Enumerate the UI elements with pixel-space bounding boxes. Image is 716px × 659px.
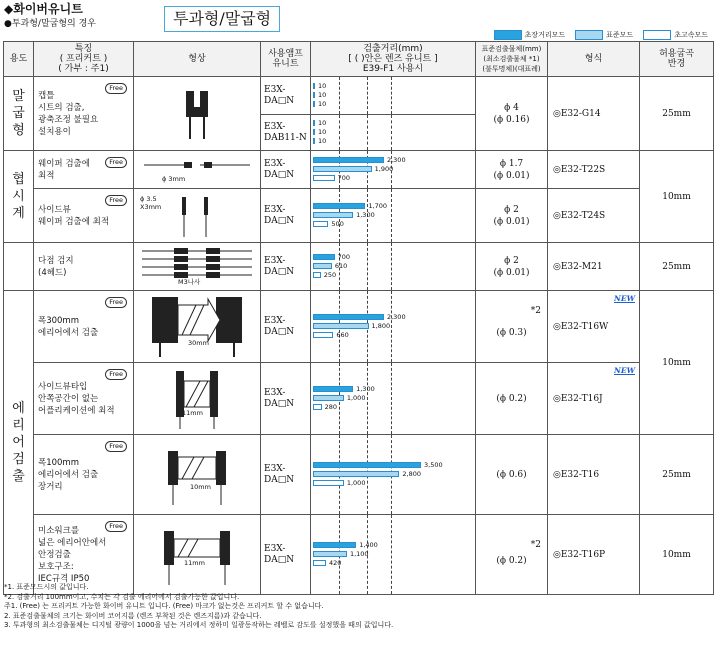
legend-swatch <box>643 30 671 40</box>
legend-label: 표준모드 <box>606 31 634 39</box>
unit-text: E3X- DAB11-N <box>264 121 307 143</box>
col-feature <box>34 42 134 77</box>
bend-cell: 25mm <box>640 77 714 151</box>
distance-bar <box>313 395 344 401</box>
bend-cell: 10mm <box>640 291 714 435</box>
detect-text: ϕ 1.7 (ϕ 0.01) <box>493 158 530 181</box>
model-text: ◎E32-T16W <box>553 321 609 332</box>
shape-label: 10mm <box>190 483 211 491</box>
distance-bars <box>311 115 475 150</box>
shape-cell <box>134 77 261 151</box>
grid-line <box>339 115 340 150</box>
grid-line <box>367 77 368 114</box>
col-min-detect <box>476 42 548 77</box>
group-text: 에 리 어 검 출 <box>12 401 25 484</box>
feature-cell <box>34 189 134 243</box>
distance-bar <box>313 92 315 98</box>
unit-cell <box>261 363 311 435</box>
distance-label: 1,700 <box>368 201 388 210</box>
model-cell: ◎E32-M21 <box>548 243 640 291</box>
shape-label: ϕ 3mm <box>162 175 186 183</box>
area-sensor-protected-icon <box>134 515 260 591</box>
distance-label: 500 <box>331 219 344 228</box>
legend <box>494 30 708 40</box>
bend-cell: 10mm <box>640 151 714 243</box>
distance-label: 280 <box>324 402 338 411</box>
distance-label: 10 <box>318 99 327 108</box>
distance-bar <box>313 157 384 163</box>
unit-cell <box>261 435 311 515</box>
col-unit-label: 사용앰프 유니트 <box>268 49 303 69</box>
section-title-box: 투과형/말굽형 <box>164 6 280 32</box>
distance-bar <box>313 386 353 392</box>
grid-line <box>391 189 392 242</box>
distance-cell <box>311 291 476 363</box>
detect-cell <box>476 189 548 243</box>
distance-bar <box>313 332 333 338</box>
table-row <box>4 151 714 189</box>
model-cell: ◎E32-G14 <box>548 77 640 151</box>
feature-cell <box>34 243 134 291</box>
grid-line <box>339 77 340 114</box>
bend-cell: 10mm <box>640 515 714 595</box>
free-badge: Free <box>105 369 127 380</box>
distance-bar <box>313 175 335 181</box>
distance-bar <box>313 272 321 278</box>
shape-cell <box>134 151 261 189</box>
distance-label: 1,000 <box>346 478 366 487</box>
new-badge: NEW <box>614 294 635 303</box>
distance-label: 1,300 <box>356 384 375 393</box>
grid-line <box>391 363 392 434</box>
distance-label: 420 <box>328 558 342 567</box>
table-row <box>4 291 714 363</box>
unit-text: E3X- DA□N <box>264 204 295 226</box>
legend-item-long <box>494 30 566 40</box>
area-sensor-100-icon <box>134 435 260 511</box>
feature-text: 미소워크를 넓은 에리어안에서 안정검출 보호구조: IEC규격 IP50 <box>38 525 107 584</box>
distance-cell <box>311 77 476 115</box>
model-cell <box>548 363 640 435</box>
table-row <box>4 189 714 243</box>
distance-bars <box>311 151 475 188</box>
distance-bar <box>313 551 347 557</box>
shape-label: ϕ 3.5 X3mm <box>140 195 162 211</box>
distance-label: 700 <box>337 252 351 261</box>
distance-cell <box>311 189 476 243</box>
distance-bar <box>313 203 365 209</box>
col-distance-label: 검출거리(mm) [ ( )안은 렌즈 유니트 ] E39-F1 사용시 <box>348 44 438 74</box>
group-text: 협 시 계 <box>12 172 25 221</box>
feature-cell <box>34 363 134 435</box>
distance-bar <box>313 166 372 172</box>
table-row <box>4 77 714 115</box>
detect-text: ϕ 4 (ϕ 0.16) <box>493 102 530 125</box>
new-badge: NEW <box>614 366 635 375</box>
col-bend-label: 허용굽곡 반경 <box>659 49 694 69</box>
shape-cell <box>134 435 261 515</box>
detect-text: (ϕ 0.2) <box>496 555 527 566</box>
feature-text: 캡틀 시트의 검출, 광축조정 불필요 설치용이 <box>38 90 99 137</box>
grid-line <box>391 77 392 114</box>
free-badge: Free <box>105 195 127 206</box>
distance-bar <box>313 83 315 89</box>
distance-label: 610 <box>334 261 348 270</box>
distance-bar <box>313 314 384 320</box>
distance-label: 10 <box>318 81 327 90</box>
distance-bars <box>311 363 475 434</box>
distance-label: 1,400 <box>359 540 378 549</box>
feature-text: 다점 검지 (4헤드) <box>38 255 74 278</box>
distance-bars <box>311 189 475 242</box>
col-use: 용도 <box>4 42 34 77</box>
grid-line <box>367 115 368 150</box>
distance-label: 1,800 <box>371 321 391 330</box>
distance-bars <box>311 77 475 114</box>
feature-text: 폭100mm 에리어에서 검출 장거리 <box>38 457 99 492</box>
unit-cell <box>261 151 311 189</box>
legend-swatch <box>494 30 522 40</box>
detect-cell <box>476 151 548 189</box>
table-row <box>4 363 714 435</box>
detect-cell: (ϕ 0.6) <box>476 435 548 515</box>
distance-label: 1,900 <box>374 164 394 173</box>
distance-bar <box>313 212 353 218</box>
unit-cell <box>261 243 311 291</box>
distance-bar <box>313 560 326 566</box>
distance-bar <box>313 462 421 468</box>
thru-beam-fiber-icon <box>134 151 260 185</box>
model-cell: ◎E32-T24S <box>548 189 640 243</box>
shape-cell <box>134 291 261 363</box>
distance-bar <box>313 221 328 227</box>
distance-label: 250 <box>323 270 337 279</box>
legend-item-fast <box>643 30 708 40</box>
horseshoe-sensor-icon <box>134 77 260 147</box>
col-min-detect-label: 표준검출물체(mm) (최소검출물체 *1) (불투명체)(대표례) <box>481 45 542 73</box>
distance-bars <box>311 291 475 362</box>
group-label-horseshoe <box>4 77 34 151</box>
detect-cell <box>476 243 548 291</box>
distance-bar <box>313 480 344 486</box>
footnote: 3. 투과형의 최소검출물체는 디지털 광량이 1000을 넘는 거리에서 정하미 일광동작하는 레벨로 감도를 설정했을 때의 값입니다. <box>4 621 394 629</box>
page-title: ◆화이버유니트 <box>4 2 83 16</box>
model-cell: ◎E32-T22S <box>548 151 640 189</box>
distance-label: 1,100 <box>349 549 369 558</box>
distance-label: 2,300 <box>386 312 406 321</box>
detect-text: ϕ 2 (ϕ 0.01) <box>493 204 530 227</box>
detect-text: ϕ 2 (ϕ 0.01) <box>493 255 530 278</box>
page-subtitle: ●투과형/말굽형의 경우 <box>4 19 96 29</box>
feature-cell <box>34 77 134 151</box>
unit-text: E3X- DA□N <box>264 84 295 106</box>
table-row <box>4 243 714 291</box>
col-bend <box>640 42 714 77</box>
legend-label: 초고속모드 <box>674 31 708 39</box>
shape-label: 30mm <box>188 339 209 347</box>
col-unit <box>261 42 311 77</box>
free-badge: Free <box>105 157 127 168</box>
distance-bars <box>311 243 475 290</box>
distance-cell <box>311 115 476 151</box>
group-label-empty <box>4 243 34 291</box>
free-badge: Free <box>105 521 127 532</box>
bend-cell: 25mm <box>640 243 714 291</box>
distance-bar <box>313 471 399 477</box>
distance-bar <box>313 129 315 135</box>
grid-line <box>367 243 368 290</box>
shape-label: 11mm <box>184 559 205 567</box>
free-badge: Free <box>105 83 127 94</box>
detect-cell: (ϕ 0.2) <box>476 363 548 435</box>
distance-label: 10 <box>318 118 327 127</box>
distance-label: 3,500 <box>424 460 443 469</box>
area-sensor-300-icon <box>134 291 260 359</box>
detect-text: (ϕ 0.3) <box>496 327 527 338</box>
distance-bar <box>313 138 315 144</box>
model-cell <box>548 291 640 363</box>
unit-cell <box>261 115 311 151</box>
side-view-area-sensor-icon <box>134 363 260 431</box>
bend-cell: 25mm <box>640 435 714 515</box>
shape-cell <box>134 189 261 243</box>
distance-label: 10 <box>318 90 327 99</box>
footnote: 주1. (Free) 는 프리커트 가능한 화이버 유니트 입니다. (Free) 마크가 없는것은 프리커트 할 수 없습니다. <box>4 602 324 610</box>
shape-cell <box>134 363 261 435</box>
legend-swatch <box>575 30 603 40</box>
asterisk-note: *2 <box>530 306 541 316</box>
free-badge: Free <box>105 297 127 308</box>
feature-cell <box>34 435 134 515</box>
distance-bar <box>313 263 332 269</box>
distance-label: 10 <box>318 136 327 145</box>
model-cell: ◎E32-T16P <box>548 515 640 595</box>
feature-text: 폭300mm 에리어에서 검출 <box>38 315 99 338</box>
distance-label: 660 <box>336 330 349 339</box>
unit-text: E3X- DA□N <box>264 158 295 180</box>
unit-text: E3X- DA□N <box>264 255 295 277</box>
grid-line <box>367 363 368 434</box>
group-label-narrow <box>4 151 34 243</box>
distance-label: 1,300 <box>356 210 375 219</box>
asterisk-note: *2 <box>530 540 541 550</box>
unit-text: E3X- DA□N <box>264 463 295 485</box>
detect-cell <box>476 77 548 151</box>
col-model: 형식 <box>548 42 640 77</box>
col-shape: 형상 <box>134 42 261 77</box>
unit-cell <box>261 189 311 243</box>
grid-line <box>391 243 392 290</box>
footnote: *1. 표준모드시의 값입니다. <box>4 583 89 591</box>
model-cell: ◎E32-T16 <box>548 435 640 515</box>
page-header <box>4 2 96 31</box>
header-row <box>4 42 714 77</box>
legend-item-standard <box>575 30 633 40</box>
shape-cell <box>134 243 261 291</box>
unit-cell <box>261 77 311 115</box>
detect-cell <box>476 291 548 363</box>
distance-bar <box>313 120 315 126</box>
model-text: ◎E32-T16J <box>553 393 603 404</box>
distance-label: 700 <box>337 173 351 182</box>
feature-text: 사이드뷰 웨이퍼 검출에 최적 <box>38 204 110 227</box>
distance-bar <box>313 323 369 329</box>
grid-line <box>391 291 392 362</box>
unit-cell <box>261 291 311 363</box>
distance-label: 2,800 <box>402 469 421 478</box>
distance-bar <box>313 404 322 410</box>
distance-cell <box>311 151 476 189</box>
free-badge: Free <box>105 441 127 452</box>
shape-label: 11mm <box>182 409 203 417</box>
legend-label: 초장거리모드 <box>524 31 566 39</box>
group-text: 말 굽 형 <box>12 89 25 138</box>
distance-bar <box>313 542 356 548</box>
spec-table <box>3 41 714 595</box>
footnote: *2. 검출거리 100mm이고, 수치는 각 검출 에리어에서 검출가능한 값입니다. <box>4 592 240 601</box>
unit-text: E3X- DA□N <box>264 387 295 409</box>
unit-text: E3X- DA□N <box>264 543 295 565</box>
feature-cell <box>34 291 134 363</box>
footnotes <box>4 583 393 631</box>
unit-text: E3X- DA□N <box>264 315 295 337</box>
distance-label: 2,300 <box>386 155 406 164</box>
col-distance <box>311 42 476 77</box>
shape-label: M3나사 <box>178 278 201 286</box>
col-feature-label: 특징 ( 프리커트 ) ( 가부 : 주1) <box>58 44 109 74</box>
group-label-area <box>4 291 34 595</box>
feature-text: 사이드뷰타입 안쪽공간이 없는 어플리케이션에 최적 <box>38 381 115 416</box>
footnote: 2. 표준검출물체의 크기는 화이버 코어지름 (렌즈 부착된 것은 렌즈지름)과 같습니다. <box>4 611 262 620</box>
table-row <box>4 435 714 515</box>
distance-label: 1,000 <box>346 393 366 402</box>
distance-bar <box>313 254 335 260</box>
distance-bar <box>313 101 315 107</box>
distance-cell <box>311 363 476 435</box>
distance-bars <box>311 435 475 514</box>
detect-cell <box>476 515 548 595</box>
distance-label: 10 <box>318 127 327 136</box>
feature-text: 웨이퍼 검출에 최적 <box>38 158 90 181</box>
distance-cell <box>311 435 476 515</box>
feature-cell <box>34 151 134 189</box>
grid-line <box>391 115 392 150</box>
distance-cell <box>311 243 476 291</box>
